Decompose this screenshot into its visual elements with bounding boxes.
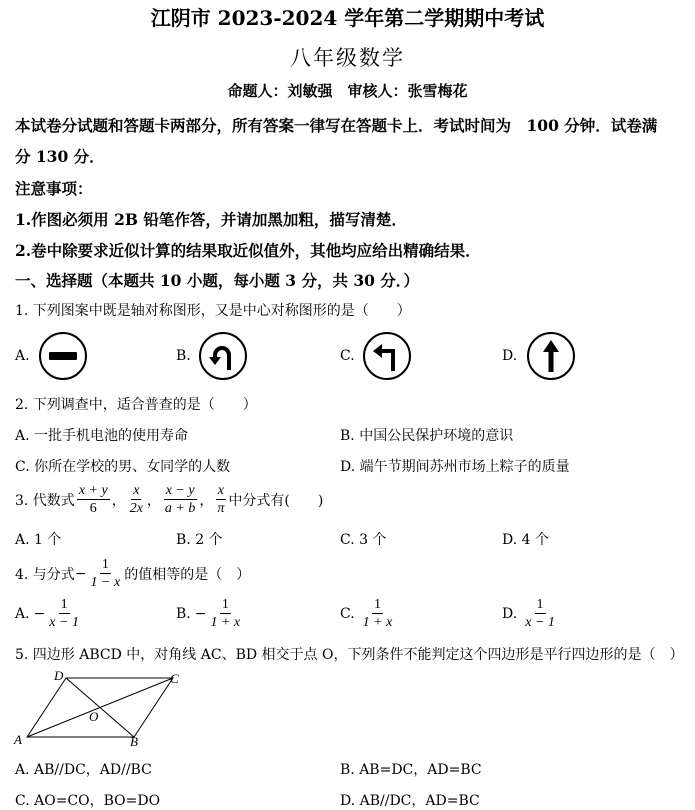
q3-expression-2 [128, 482, 145, 517]
q4-option-a-num: 1 [60, 597, 68, 612]
q4-stem-suffix: 的值相等的是（ ） [124, 566, 251, 583]
intro-line-1: 本试卷分试题和答题卡两部分，所有答案一律写在答题卡上．考试时间为 100 分钟．试卷满 [15, 116, 658, 135]
q4-option-c-den: 1 + x [362, 615, 393, 630]
q1-option-d-label: D. [502, 348, 518, 364]
q3-expression-4 [215, 482, 226, 517]
vertex-label-c: C [170, 671, 179, 686]
q4-stem-prefix: 4. 与分式 [15, 566, 75, 583]
notes-heading: 注意事项： [15, 179, 93, 198]
q4-option-b-label: B. [176, 605, 191, 622]
q5-option-a: A. AB//DC，AD//BC [15, 762, 152, 778]
q2-stem: 2. 下列调查中，适合普查的是（ ） [15, 397, 257, 413]
q2-option-a: A. 一批手机电池的使用寿命 [15, 428, 189, 444]
q3-expr-4-num: x [217, 483, 224, 498]
q3-expression-1 [77, 482, 110, 517]
q4-stem-fraction [89, 556, 123, 591]
q4-option-b [176, 596, 244, 631]
q3-stem-prefix: 3. 代数式 [15, 492, 75, 509]
q4-option-a-den: x − 1 [49, 615, 79, 630]
q4-option-d [502, 596, 559, 631]
q4-stem-line [15, 556, 250, 591]
q4-option-c-fraction [361, 596, 395, 631]
exam-title: 江阴市 2023-2024 学年第二学期期中考试 [150, 6, 545, 30]
note-2: 2.卷中除要求近似计算的结果取近似值外，其他均应给出精确结果． [15, 241, 481, 260]
u-turn-arrow-icon [198, 331, 248, 381]
q4-stem-sign: − [74, 565, 87, 582]
exam-subtitle: 八年级数学 [290, 46, 405, 70]
q3-expr-3-den: a + b [164, 501, 196, 516]
q3-expr-1-den: 6 [89, 501, 97, 516]
q4-option-b-fraction [208, 596, 242, 631]
section-heading: 一、选择题（本题共 10 小题，每小题 3 分，共 30 分．） [15, 271, 420, 290]
vertex-label-d: D [54, 668, 64, 683]
exam-authors: 命题人：刘敏强 审核人：张雪梅花 [227, 82, 468, 100]
q1-option-b-label: B. [176, 348, 191, 364]
q1-option-c-label: C. [340, 348, 355, 364]
q4-stem-num: 1 [101, 557, 109, 572]
q3-expr-2-den: 2x [129, 501, 143, 516]
q5-option-b: B. AB=DC，AD=BC [340, 762, 482, 778]
q5-option-c: C. AO=CO，BO=DO [15, 793, 161, 809]
q3-option-b: B. 2 个 [176, 532, 223, 548]
intro-line-2: 分 130 分． [15, 147, 105, 166]
left-turn-arrow-icon [362, 331, 412, 381]
vertex-label-o: O [89, 709, 99, 724]
q4-option-d-label: D. [502, 605, 518, 622]
q1-stem: 1. 下列图案中既是轴对称图形，又是中心对称图形的是（ ） [15, 303, 411, 319]
q2-option-d: D. 端午节期间苏州市场上粽子的质量 [340, 459, 570, 475]
q1-option-a-label: A. [15, 348, 30, 364]
q4-option-d-den: x − 1 [525, 615, 555, 630]
diagonal-bd [66, 678, 134, 737]
q3-expr-2-num: x [133, 483, 140, 498]
up-arrow-icon [526, 331, 576, 381]
q4-option-b-sign: − [194, 605, 207, 622]
q3-expr-1-num: x + y [78, 483, 108, 498]
vertex-label-a: A [14, 732, 22, 747]
q3-option-d: D. 4 个 [502, 532, 549, 548]
q3-expr-3-num: x − y [165, 483, 195, 498]
q3-expr-4-den: π [217, 501, 225, 516]
q3-option-a: A. 1 个 [15, 532, 62, 548]
q4-option-a [15, 596, 83, 631]
note-1: 1.作图必须用 2B 铅笔作答，并请加黑加粗，描写清楚． [15, 210, 407, 229]
q3-expression-3 [163, 482, 197, 517]
q2-option-b: B. 中国公民保护环境的意识 [340, 428, 514, 444]
q3-stem-suffix: 中分式有( ) [228, 492, 324, 509]
q4-option-d-fraction [523, 596, 557, 631]
vertex-label-b: B [130, 734, 138, 749]
q3-option-c: C. 3 个 [340, 532, 387, 548]
q4-option-a-sign: − [33, 605, 46, 622]
q4-option-a-fraction [47, 596, 81, 631]
q4-option-a-label: A. [15, 605, 30, 622]
q5-stem: 5. 四边形 ABCD 中，对角线 AC、BD 相交于点 O，下列条件不能判定这个四边形是平行四边形的是（ ） [15, 647, 684, 663]
minus-sign-icon [38, 331, 88, 381]
q4-option-d-num: 1 [536, 597, 544, 612]
q4-option-c-num: 1 [374, 597, 381, 612]
q4-option-c-label: C. [340, 605, 355, 622]
q4-option-b-den: 1 + x [210, 615, 241, 630]
q3-stem-line: 3. 代数式 $\frac{x + y}{6}$ ， $\frac{x}{2x}$ ， $\frac{x - y}{a + b}$ ， $\frac{x}{\pi}$ 中分式有( ) [15, 483, 324, 516]
q2-option-c: C. 你所在学校的男、女同学的人数 [15, 459, 231, 475]
parallelogram-diagram [10, 668, 200, 750]
q4-option-c [340, 596, 396, 631]
q5-option-d: D. AB//DC，AD=BC [340, 793, 480, 809]
q4-stem-den: 1 − x [90, 575, 121, 590]
q4-option-b-num: 1 [221, 597, 229, 612]
